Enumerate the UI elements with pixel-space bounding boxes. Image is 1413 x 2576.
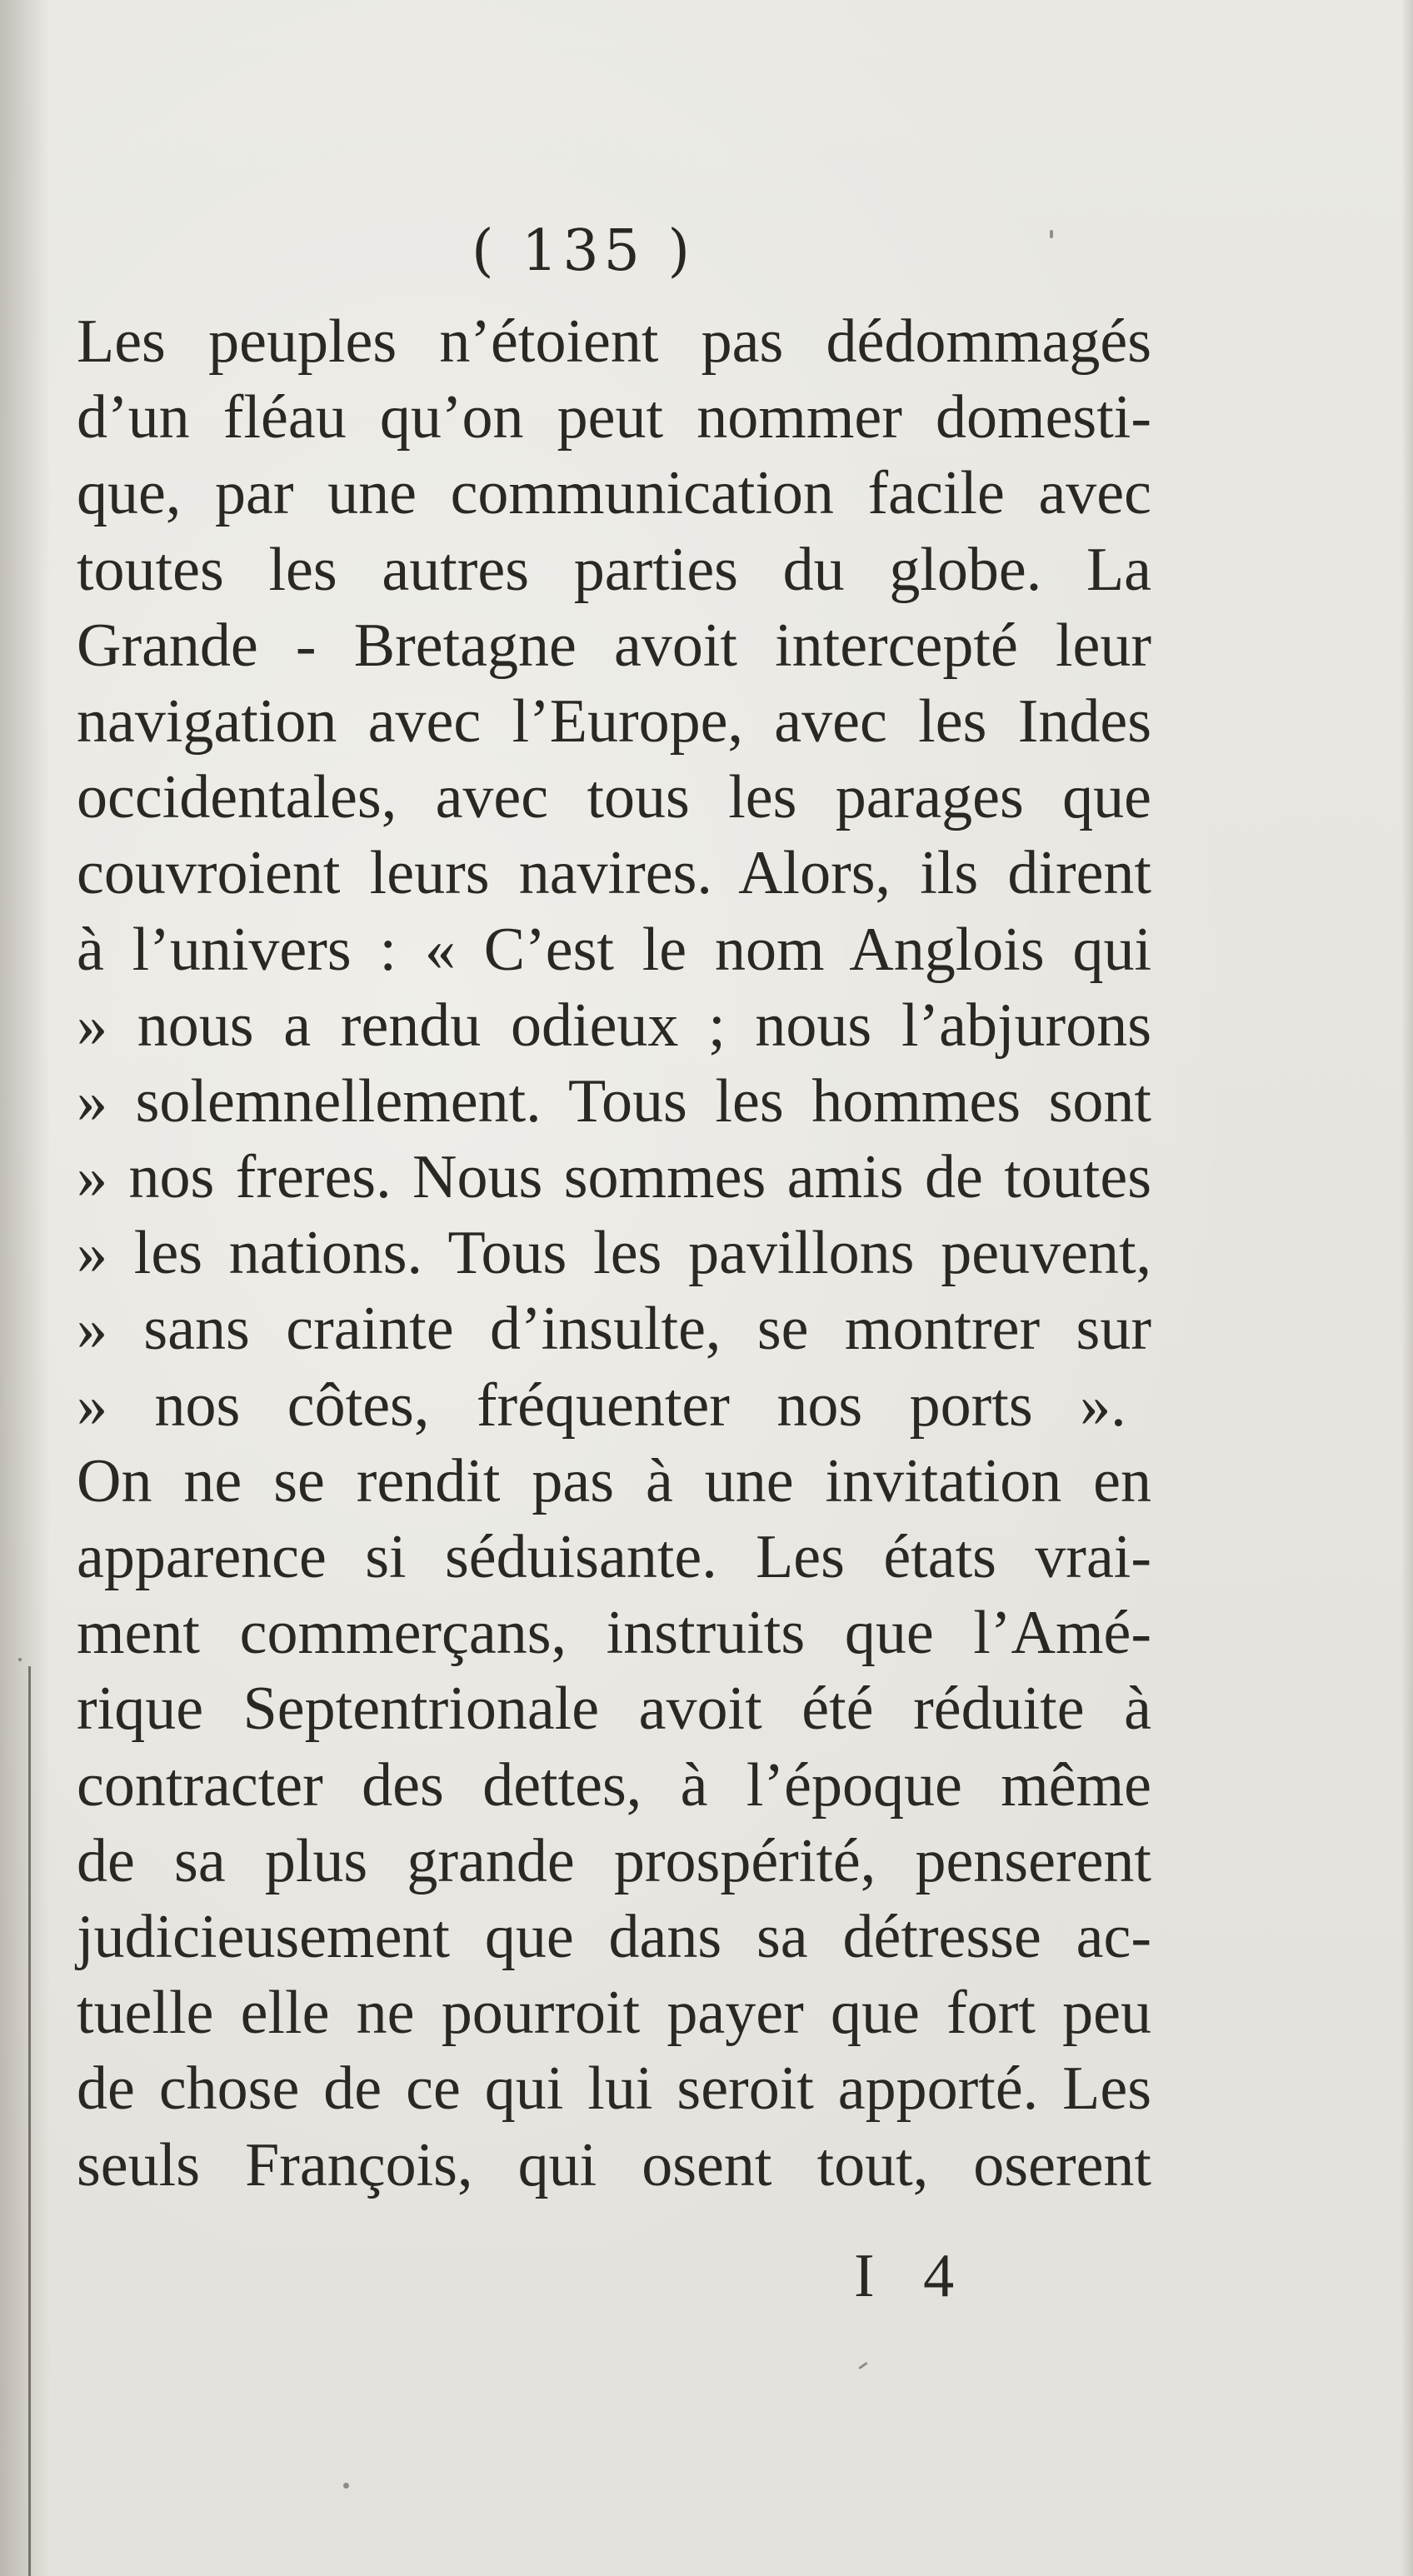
text-line: » nos freres. Nous sommes amis de toutes [77, 1143, 1151, 1212]
text-line: » nous a rendu odieux ; nous l’abjurons [77, 991, 1151, 1060]
text-line: » solemnellement. Tous les hommes sont [77, 1066, 1151, 1136]
spine-shadow [0, 0, 50, 2576]
text-line: que, par une communication facile avec [77, 459, 1151, 528]
text-line: ment commerçans, instruits que l’Amé- [77, 1599, 1151, 1668]
text-line: apparence si séduisante. Les états vrai- [77, 1523, 1151, 1591]
page-number: ( 135 ) [471, 218, 696, 284]
text-line: » les nations. Tous les pavillons peuvent, [77, 1219, 1151, 1288]
text-line: navigation avec l’Europe, avec les Indes [77, 686, 1151, 756]
right-edge-shadow [1401, 0, 1413, 2576]
text-line: couvroient leurs navires. Alors, ils dirent [77, 839, 1151, 908]
text-line: rique Septentrionale avoit été réduite à [77, 1675, 1151, 1744]
text-line: seuls François, qui osent tout, oserent [77, 2130, 1151, 2199]
text-line: tuelle elle ne pourroit payer que fort peu [77, 1979, 1151, 2048]
text-line: d’un fléau qu’on peut nommer domesti- [77, 383, 1151, 452]
text-line: » nos côtes, fréquenter nos ports ». [77, 1370, 1126, 1440]
text-line: Grande - Bretagne avoit intercepté leur [77, 611, 1151, 680]
paper-speck [858, 2362, 868, 2369]
body-text [77, 304, 1151, 2204]
text-line: occidentales, avec tous les parages que [77, 763, 1151, 832]
text-line: Les peuples n’étoient pas dédommagés [77, 307, 1151, 376]
text-line: de chose de ce qui lui seroit apporté. Les [77, 2054, 1151, 2124]
signature-mark: I 4 [854, 2242, 971, 2310]
text-line: judicieusement que dans sa détresse ac- [77, 1902, 1151, 1971]
paper-speck [18, 1658, 22, 1661]
page-edge-line [28, 1666, 31, 2576]
paper-speck [1050, 230, 1053, 238]
text-line: » sans crainte d’insulte, se montrer sur [77, 1295, 1151, 1364]
text-line: à l’univers : « C’est le nom Anglois qui [77, 915, 1151, 984]
text-line: toutes les autres parties du globe. La [77, 535, 1151, 604]
text-line: On ne se rendit pas à une invitation en [77, 1446, 1151, 1515]
text-line: de sa plus grande prospérité, penserent [77, 1826, 1151, 1895]
paper-speck [343, 2483, 349, 2489]
text-line: contracter des dettes, à l’époque même [77, 1750, 1151, 1820]
